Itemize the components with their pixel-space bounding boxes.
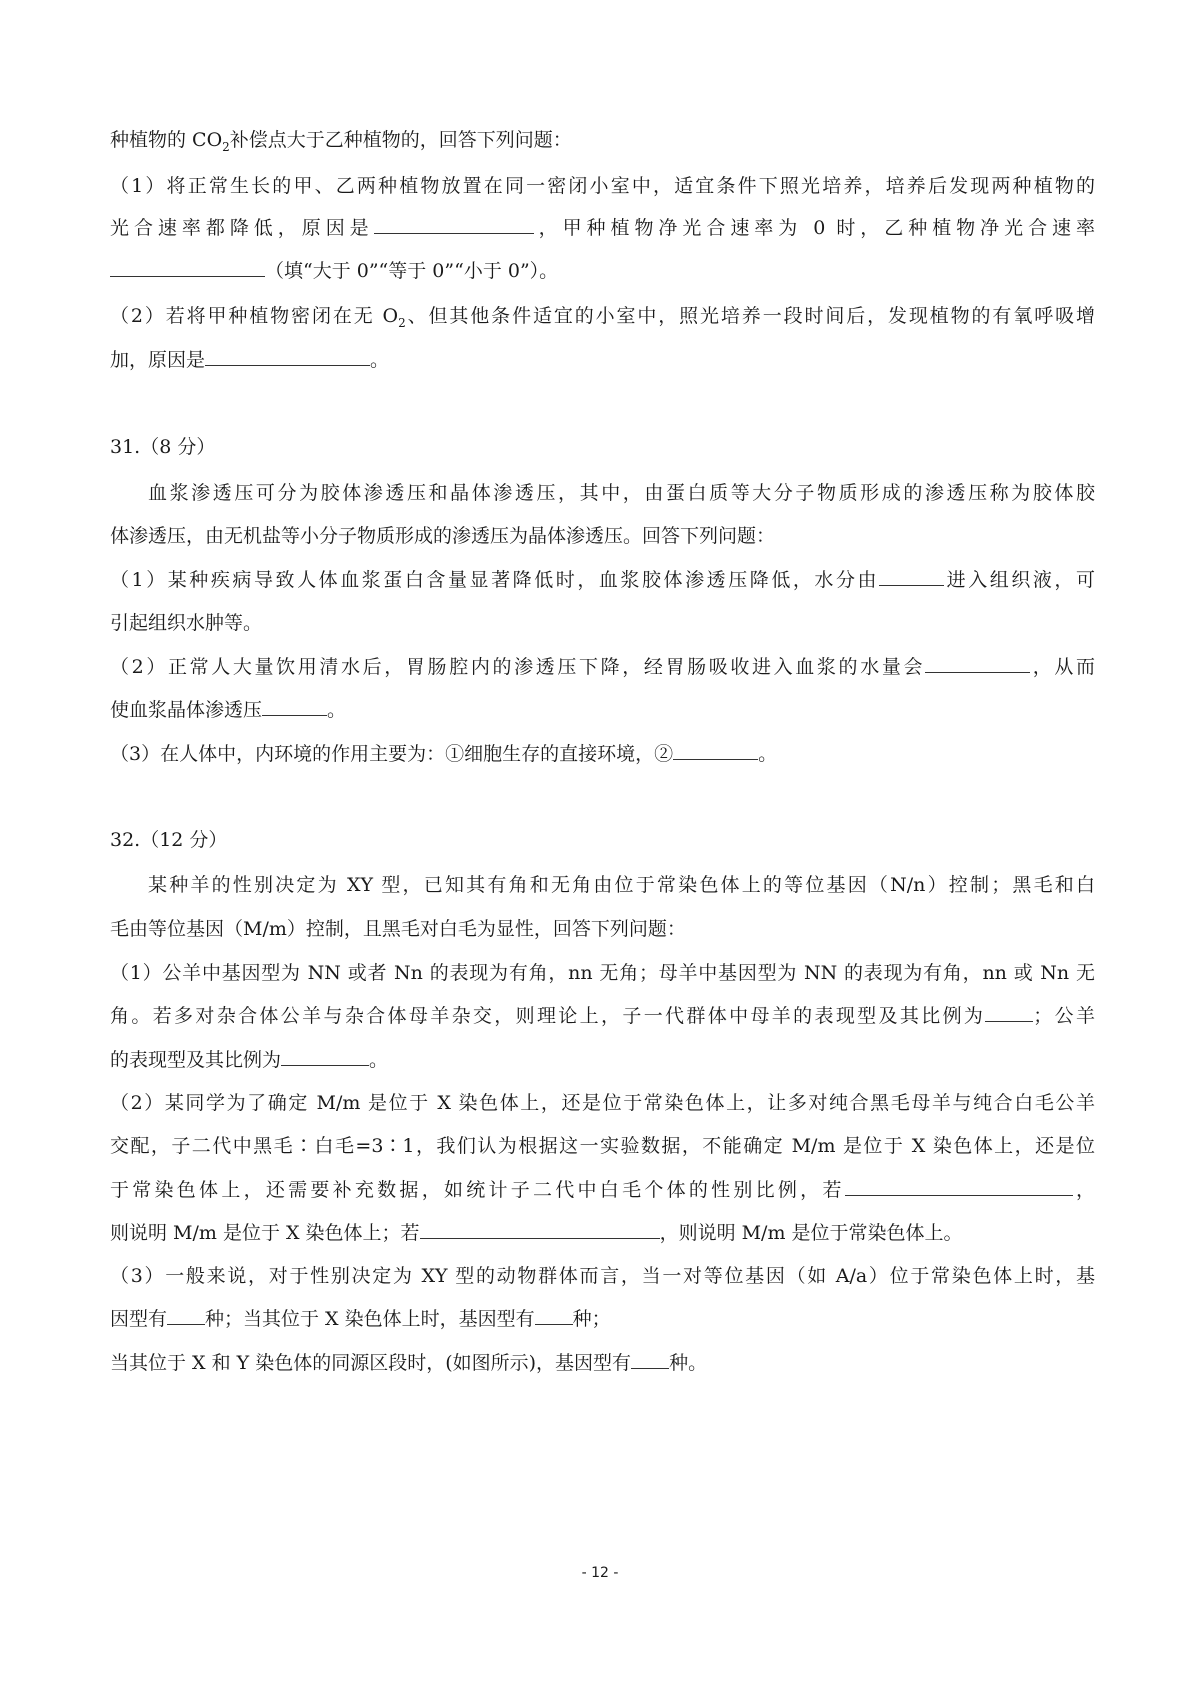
text-span: 种； xyxy=(572,1308,611,1330)
page-number: - 12 - xyxy=(581,1565,619,1581)
question-32-intro-line-2: 毛由等位基因（M/m）控制，且黑毛对白毛为显性，回答下列问题： xyxy=(110,918,686,940)
text-span: （3）在人体中，内环境的作用主要为：①细胞生存的直接环境，② xyxy=(110,743,674,765)
text-span: （1）某种疾病导致人体血浆蛋白含量显著降低时，血浆胶体渗透压降低，水分由 xyxy=(110,569,880,591)
answer-blank[interactable] xyxy=(845,1177,1073,1196)
text-span: 种植物的 CO xyxy=(110,129,223,151)
question-31-intro-line-2: 体渗透压，由无机盐等小分子物质形成的渗透压为晶体渗透压。回答下列问题： xyxy=(110,525,776,547)
answer-blank[interactable] xyxy=(673,741,758,760)
text-span: 。 xyxy=(758,743,778,765)
answer-blank[interactable] xyxy=(110,258,265,277)
text-span: 交配，子二代中黑毛∶白毛=3∶1，我们认为根据这一实验数据，不能确定 M/m 是位于 X 染色体上，还是位 xyxy=(110,1135,1095,1157)
text-span: ，从而 xyxy=(1030,656,1095,678)
question-31-intro-line-1 xyxy=(148,480,1095,506)
question-31-part-2-line-2 xyxy=(110,697,346,723)
answer-blank[interactable] xyxy=(205,347,370,366)
subscript: 2 xyxy=(398,315,406,330)
text-span: 种。 xyxy=(669,1352,708,1374)
question-32-part-2-line-4 xyxy=(110,1220,963,1246)
text-span: 当其位于 X 和 Y 染色体的同源区段时，(如图所示)，基因型有 xyxy=(110,1352,632,1374)
question-31-part-3 xyxy=(110,741,777,767)
question-32-intro-line-1 xyxy=(148,872,1095,898)
text-span: ；公羊 xyxy=(1033,1005,1095,1027)
text-span: 角。若多对杂合体公羊与杂合体母羊杂交，则理论上，子一代群体中母羊的表现型及其比例为 xyxy=(110,1005,986,1027)
question-31-part-2-line-1 xyxy=(110,654,1095,680)
question-32-part-3-line-2 xyxy=(110,1306,611,1332)
question-32-part-2-line-1 xyxy=(110,1090,1095,1116)
question-31-part-1-line-2: 引起组织水肿等。 xyxy=(110,612,263,634)
text-span: （1）公羊中基因型为 NN 或者 Nn 的表现为有角，nn 无角；母羊中基因型为 NN 的表现为有角，nn 或 Nn 无 xyxy=(110,962,1095,984)
question-32-part-1-line-3 xyxy=(110,1047,388,1073)
text-span: 。 xyxy=(369,1049,389,1071)
answer-blank[interactable] xyxy=(262,697,327,716)
text-span: 进入组织液，可 xyxy=(944,569,1095,591)
text-span: 。 xyxy=(370,349,390,371)
question-part-2-line-2 xyxy=(110,347,389,373)
answer-blank[interactable] xyxy=(631,1350,669,1369)
text-span: （2）若将甲种植物密闭在无 O xyxy=(110,305,399,327)
text-span: 则说明 M/m 是位于 X 染色体上；若 xyxy=(110,1222,420,1244)
text-span: （3）一般来说，对于性别决定为 XY 型的动物群体而言，当一对等位基因（如 A/a）位于常染色体上时，基 xyxy=(110,1265,1095,1287)
text-span: ，则说明 M/m 是位于常染色体上。 xyxy=(659,1222,963,1244)
text-line xyxy=(110,127,572,153)
text-span: 血浆渗透压可分为胶体渗透压和晶体渗透压，其中，由蛋白质等大分子物质形成的渗透压称为胶体胶 xyxy=(148,482,1095,504)
text-span: （2）正常人大量饮用清水后，胃肠腔内的渗透压下降，经胃肠吸收进入血浆的水量会 xyxy=(110,656,926,678)
text-span: 种；当其位于 X 染色体上时，基因型有 xyxy=(205,1308,535,1330)
text-span: 、但其他条件适宜的小室中，照光培养一段时间后，发现植物的有氧呼吸增 xyxy=(405,305,1095,327)
text-span: 。 xyxy=(327,699,347,721)
question-32-part-1-line-2 xyxy=(110,1003,1095,1029)
text-span: 于常染色体上，还需要补充数据，如统计子二代中白毛个体的性别比例，若 xyxy=(110,1179,845,1201)
text-span: 因型有 xyxy=(110,1308,168,1330)
answer-blank[interactable] xyxy=(879,567,944,586)
text-span: 加，原因是 xyxy=(110,349,206,371)
text-span: 某种羊的性别决定为 XY 型，已知其有角和无角由位于常染色体上的等位基因（N/n）控制；黑毛和白 xyxy=(148,874,1095,896)
answer-blank[interactable] xyxy=(374,215,534,234)
answer-blank[interactable] xyxy=(281,1047,369,1066)
answer-blank[interactable] xyxy=(985,1003,1033,1022)
question-part-2-line-1 xyxy=(110,303,1095,329)
question-32-part-2-line-3 xyxy=(110,1177,1095,1203)
question-part-1-line-2 xyxy=(110,215,1095,241)
text-span: 的表现型及其比例为 xyxy=(110,1049,282,1071)
text-span: （1）将正常生长的甲、乙两种植物放置在同一密闭小室中，适宜条件下照光培养，培养后发现两种植物的 xyxy=(110,175,1095,197)
answer-blank[interactable] xyxy=(925,654,1030,673)
text-span: ，甲种植物净光合速率为 0 时，乙种植物净光合速率 xyxy=(533,217,1095,239)
text-span: 光合速率都降低，原因是 xyxy=(110,217,374,239)
question-32-part-1-line-1 xyxy=(110,960,1095,986)
text-span: （填“大于 0”“等于 0”“小于 0”）。 xyxy=(265,260,559,282)
text-span: ， xyxy=(1072,1179,1095,1201)
answer-blank[interactable] xyxy=(535,1306,573,1325)
text-span: 补偿点大于乙种植物的，回答下列问题： xyxy=(229,129,572,151)
question-32-part-2-line-2 xyxy=(110,1133,1095,1159)
question-32-part-3-line-3 xyxy=(110,1350,707,1376)
text-span: （2）某同学为了确定 M/m 是位于 X 染色体上，还是位于常染色体上，让多对纯合黑毛母羊与纯合白毛公羊 xyxy=(110,1092,1095,1114)
answer-blank[interactable] xyxy=(420,1220,660,1239)
question-32-title: 32.（12 分） xyxy=(110,829,228,851)
subscript: 2 xyxy=(222,139,230,154)
question-31-title: 31.（8 分） xyxy=(110,436,216,458)
question-31-part-1-line-1 xyxy=(110,567,1095,593)
text-span: 使血浆晶体渗透压 xyxy=(110,699,263,721)
question-part-1-line-3 xyxy=(110,258,558,284)
answer-blank[interactable] xyxy=(167,1306,205,1325)
question-32-part-3-line-1 xyxy=(110,1263,1095,1289)
question-part-1-line-1 xyxy=(110,173,1095,199)
